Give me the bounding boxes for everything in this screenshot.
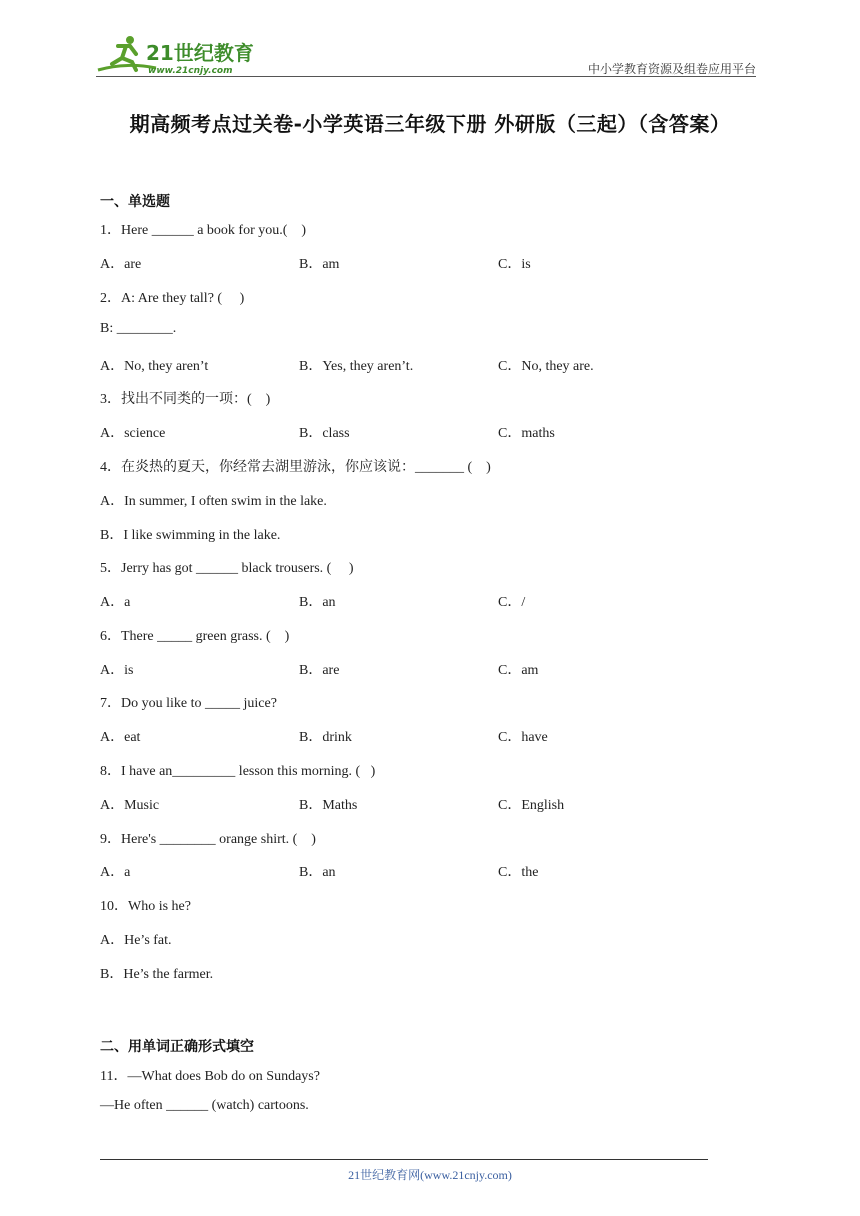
option-c: C．/ xyxy=(498,595,526,610)
question-stem: 3．找出不同类的一项：( ) xyxy=(100,392,271,407)
question-stem: 5．Jerry has got ______ black trousers. ( ) xyxy=(100,561,354,576)
option-b: B．Maths xyxy=(299,798,358,813)
question-stem: 6．There _____ green grass. ( ) xyxy=(100,629,290,644)
footer-divider xyxy=(100,1159,708,1160)
question-stem: 2．A: Are they tall? ( ) xyxy=(100,291,245,306)
question-stem: 7．Do you like to _____ juice? xyxy=(100,696,277,711)
option-a: A．science xyxy=(100,426,166,441)
option-b: B．are xyxy=(299,663,340,678)
header-divider xyxy=(96,76,756,77)
option-c: C．maths xyxy=(498,426,555,441)
question-stem: 9．Here's ________ orange shirt. ( ) xyxy=(100,832,316,847)
question-stem: 11．—What does Bob do on Sundays? xyxy=(100,1069,320,1084)
option-a: A．He’s fat. xyxy=(100,933,172,948)
option-b: B．He’s the farmer. xyxy=(100,967,214,982)
option-a: A．eat xyxy=(100,730,141,745)
option-c: C．have xyxy=(498,730,548,745)
question-stem: 1．Here ______ a book for you.( ) xyxy=(100,223,307,238)
option-a: A．a xyxy=(100,595,131,610)
page-title: 期高频考点过关卷-小学英语三年级下册 外研版（三起）（含答案） xyxy=(129,112,731,136)
svg-text:www.21cnjy.com: www.21cnjy.com xyxy=(148,66,233,76)
option-a: A．In summer, I often swim in the lake. xyxy=(100,494,327,509)
question-stem-line2: B: ________. xyxy=(100,321,177,336)
header-platform-text: 中小学教育资源及组卷应用平台 xyxy=(587,62,756,76)
svg-text:21世纪教育: 21世纪教育 xyxy=(146,41,254,65)
option-a: A．No, they aren’t xyxy=(100,359,209,374)
option-c: C．is xyxy=(498,257,531,272)
option-b: B．am xyxy=(299,257,340,272)
question-stem-line2: —He often ______ (watch) cartoons. xyxy=(100,1098,309,1113)
option-c: C．am xyxy=(498,663,539,678)
option-a: A．a xyxy=(100,865,131,880)
question-stem: 4．在炎热的夏天，你经常去湖里游泳，你应该说：_______ ( ) xyxy=(100,460,491,475)
option-c: C．No, they are. xyxy=(498,359,594,374)
question-stem: 8．I have an_________ lesson this morning. ( ) xyxy=(100,764,376,779)
page-header xyxy=(96,32,756,78)
section-heading-fill-in: 二、用单词正确形式填空 xyxy=(100,1039,254,1055)
option-c: C．the xyxy=(498,865,539,880)
option-a: A．Music xyxy=(100,798,160,813)
option-b: B．an xyxy=(299,865,336,880)
site-logo xyxy=(96,32,266,78)
option-a: A．is xyxy=(100,663,134,678)
option-b: B．Yes, they aren’t. xyxy=(299,359,414,374)
footer-text: 21世纪教育网(www.21cnjy.com) xyxy=(348,1168,512,1182)
section-heading-single-choice: 一、单选题 xyxy=(100,194,170,210)
option-b: B．I like swimming in the lake. xyxy=(100,528,281,543)
option-b: B．class xyxy=(299,426,350,441)
option-a: A．are xyxy=(100,257,142,272)
option-c: C．English xyxy=(498,798,565,813)
option-b: B．drink xyxy=(299,730,352,745)
question-stem: 10．Who is he? xyxy=(100,899,191,914)
option-b: B．an xyxy=(299,595,336,610)
